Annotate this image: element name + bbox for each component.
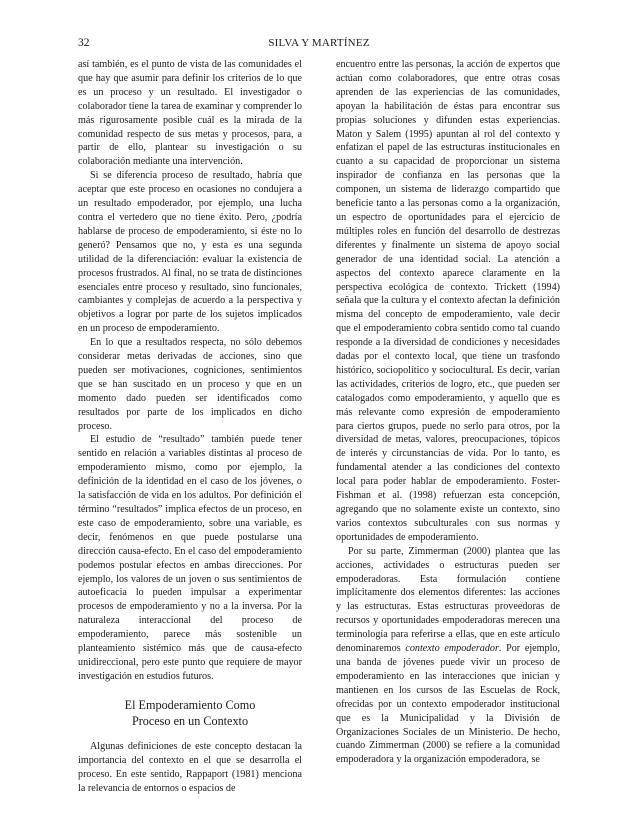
section-heading xyxy=(78,697,302,729)
text-run: Por su parte, Zimmerman (2000) plantea que las acciones, actividades o estructuras pueden ser empoderadoras. Esta formulación contiene implícitamente dos elementos diferentes: las acciones y las estructuras. Estas estructuras proveedoras de recursos y oportunidades empoderadoras merecen una terminología para referirse a ellas, que en este artículo denominaremos xyxy=(336,545,560,655)
paragraph: encuentro entre las personas, la acción de expertos que actúan como colaboradores, que entre otras cosas aprenden de las experiencias de las comunidades, apoyan la habilitación de éstas para encontrar sus propias soluciones y difunden estas experiencias. Maton y Salem (1995) apuntan al rol del contexto y enfatizan el papel de las estructuras institucionales en cuanto a su capacidad de proporcionar un sistema inspirador de confianza en las personas que la componen, un sistema de liderazgo compartido que beneficie tanto a las personas como a la organización, un espectro de oportunidades para el ejercicio de múltiples roles en función del desarrollo de destrezas diferentes y finalmente un sistema de apoyo social generador de una identidad social. La atención a aspectos del contexto aparece claramente en la perspectiva ecológica de contexto. Trickett (1994) señala que la cultura y el contexto afectan la definición misma del concepto de empoderamiento, vale decir que el empoderamiento cobra sentido como tal cuando responde a la diversidad de condiciones y necesidades dadas por el contexto local, que tiene un trasfondo histórico, sociopolítico y sociocultural. Es decir, varían las actividades, criterios de logro, etc., que pueden ser catalogados como empoderamiento, y aquello que es más relevante como expresión de empoderamiento para ciertos grupos, puede no serlo para otros, por la diversidad de metas, valores, preocupaciones, tópicos de interés y circunstancias de vida. Por lo tanto, es fundamental atender a las condiciones del contexto local para poder hablar de empoderamiento. Foster-Fishman et al. (1998) refuerzan esta concepción, agregando que no solamente existe un contexto, sino varios contextos subculturales con sus normas y oportunidades de empoderamiento. xyxy=(336,59,560,543)
paragraph: En lo que a resultados respecta, no sólo debemos considerar metas derivadas de acciones, sino que pueden ser motivaciones, cogniciones, sentimientos que se han suscitado en un proceso y que en un momento dado pueden ser identificados como resultados por parte de los implicados en dicho proceso. xyxy=(78,337,302,432)
right-column xyxy=(336,58,560,767)
left-column xyxy=(78,58,302,796)
paragraph xyxy=(336,545,560,768)
italic-term: contexto empoderador xyxy=(405,643,499,655)
paragraph: Algunas definiciones de este concepto destacan la importancia del contexto en el que se desarrolla el proceso. En este sentido, Rappaport (1981) menciona la relevancia de entornos o espacios de xyxy=(78,741,302,794)
paragraph: El estudio de “resultado” también puede tener sentido en relación a variables distintas al proceso de empoderamiento mismo, como por ejemplo, la definición de la identidad en el caso de los jóvenes, o la satisfacción de vida en los adultos. Por definición el término “resultados” implica efectos de un proceso, en este caso de empoderamiento, sobre una variable, es decir, fenómenos en que puede postularse una dirección causa-efecto. En el caso del empoderamiento podemos postular efectos en ambas direcciones. Por ejemplo, los valores de un joven o sus sentimientos de autoeficacia lo pueden impulsar a experimentar procesos de empoderamiento y no a la inversa. Por la naturaleza interaccional del proceso de empoderamiento, parece más sostenible un planteamiento sistémico más que de causa-efecto unidireccional, pero este punto que requiere de mayor investigación en estudios futuros. xyxy=(78,434,302,682)
text-run: . Por ejemplo, una banda de jóvenes puede vivir un proceso de empoderamiento en las interacciones que inician y mantienen en los cursos de las Escuelas de Rock, ofrecidas por un contexto empoderador institucional que es la Municipalidad y la División de Organizaciones Sociales de un Ministerio. De hecho, cuando Zimmerman (2000) se refiere a la comunidad empoderadora y la organización empoderadora, se xyxy=(336,643,560,766)
paragraph: así también, es el punto de vista de las comunidades el que hay que asumir para definir los criterios de lo que es un proceso y un resultado. El investigador o colaborador tiene la tarea de examinar y comprender lo más rigurosamente posible cuál es la mirada de la comunidad respecto de sus metas y procesos, para, a partir de ello, plantear su investigación o su colaboración mediante una intervención. xyxy=(78,59,302,168)
section-heading-line: Proceso en un Contexto xyxy=(131,713,249,728)
page-number: 32 xyxy=(78,37,90,49)
paragraph: Si se diferencia proceso de resultado, habría que aceptar que este proceso en ocasiones no condujera a un resultado empoderador, por ejemplo, una lucha contra el vertedero que no tiene éxito. Pero, ¿podría hablarse de proceso de empoderamiento, si éste no lo generó? Pensamos que no, y esta es una segunda utilidad de la diferenciación: evaluar la existencia de procesos frustrados. Al final, no se trata de distinciones esenciales entre proceso y resultado, sino funcionales, cambiantes y complejas de acuerdo a la perspectiva y objetivos a lograr por parte de los sujetos implicados en un proceso de empoderamiento. xyxy=(78,170,302,335)
section-heading-line: El Empoderamiento Como xyxy=(124,697,256,712)
running-head: SILVA Y MARTÍNEZ xyxy=(268,37,370,49)
